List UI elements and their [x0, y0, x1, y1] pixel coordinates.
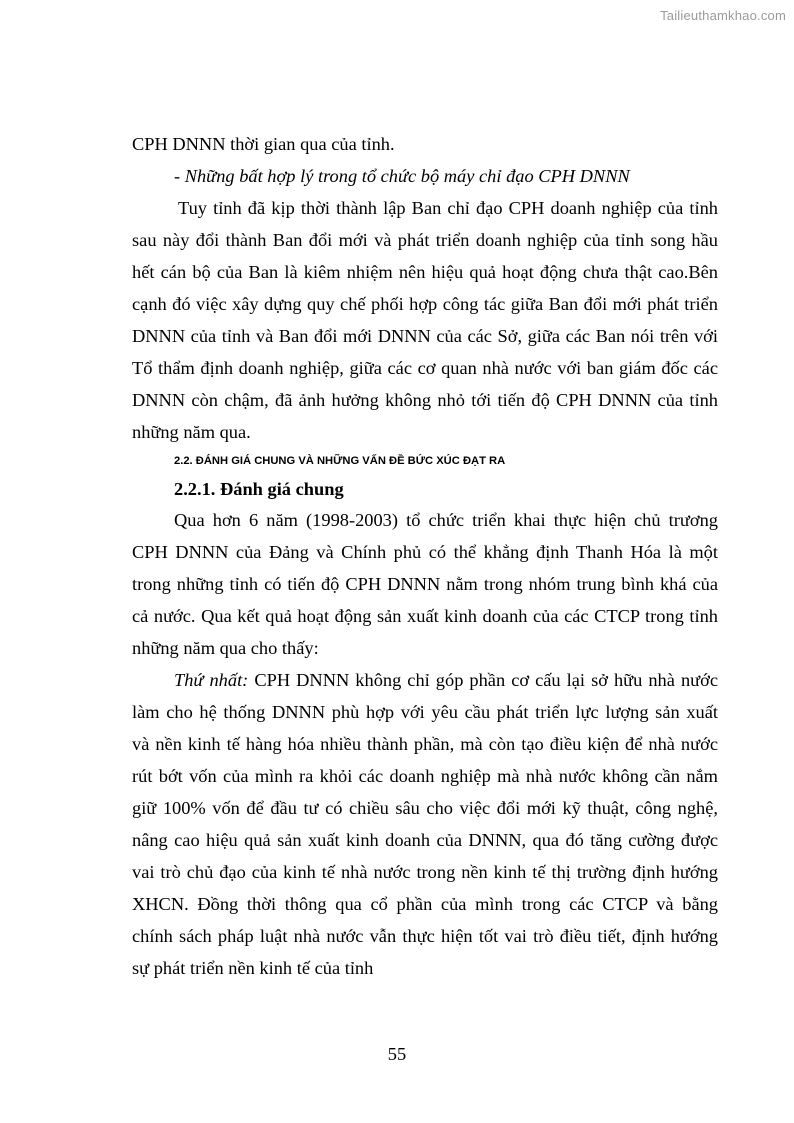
paragraph-line: sự phát triển nền kinh tế của tỉnh: [132, 958, 374, 978]
paragraph-line: XHCN. Đồng thời thông qua cổ phần của mình trong các CTCP và bằng: [132, 894, 718, 914]
paragraph-line: chính sách pháp luật nhà nước vẫn thực hiện tốt vai trò điều tiết, định hướng: [132, 926, 718, 946]
page-body: [132, 128, 718, 984]
watermark-text: Tailieuthamkhao.com: [660, 8, 786, 23]
paragraph-organization: [132, 192, 718, 448]
paragraph-line: và nền kinh tế hàng hóa nhiều thành phần, mà còn tạo điều kiện để nhà nước: [132, 734, 718, 754]
italic-subheading: - Những bất hợp lý trong tổ chức bộ máy chỉ đạo CPH DNNN: [174, 166, 630, 186]
paragraph-first-point: [132, 664, 718, 984]
paragraph-line: cạnh đó việc xây dựng quy chế phối hợp công tác giữa Ban đổi mới phát triển: [132, 294, 718, 314]
italic-lead-in: Thứ nhất:: [174, 670, 249, 690]
paragraph-line: nâng cao hiệu quả sản xuất kinh doanh của DNNN, qua đó tăng cường được: [132, 830, 718, 850]
paragraph-line: vai trò chủ đạo của kinh tế nhà nước trong nền kinh tế thị trường định hướng: [132, 862, 718, 882]
paragraph-line: CPH DNNN của Đảng và Chính phủ có thể khẳng định Thanh Hóa là một: [132, 542, 718, 562]
paragraph-line: CPH DNNN thời gian qua của tỉnh.: [132, 134, 395, 154]
paragraph-line: [132, 664, 718, 696]
paragraph-line: Tuy tỉnh đã kịp thời thành lập Ban chỉ đạo CPH doanh nghiệp của tỉnh: [178, 198, 718, 218]
paragraph-line: rút bớt vốn của mình ra khỏi các doanh nghiệp mà nhà nước không cần nắm: [132, 766, 718, 786]
paragraph-line-text: CPH DNNN không chỉ góp phần cơ cấu lại sở hữu nhà nước: [248, 670, 718, 690]
paragraph-line: làm cho hệ thống DNNN phù hợp với yêu cầu phát triển lực lượng sản xuất: [132, 702, 718, 722]
paragraph-line: DNNN của tỉnh và Ban đổi mới DNNN của các Sở, giữa các Ban nói trên với: [132, 326, 718, 346]
page-number: 55: [387, 1044, 407, 1064]
section-heading: 2.2. ĐÁNH GIÁ CHUNG VÀ NHỮNG VẤN ĐỀ BỨC XÚC ĐẠT RA: [174, 455, 506, 467]
paragraph-line: hết cán bộ của Ban là kiêm nhiệm nên hiệu quả hoạt động chưa thật cao.Bên: [132, 262, 718, 282]
paragraph-line: DNNN còn chậm, đã ảnh hưởng không nhỏ tới tiến độ CPH DNNN của tỉnh: [132, 390, 718, 410]
subsection-heading: 2.2.1. Đánh giá chung: [174, 479, 344, 499]
paragraph-line: cả nước. Qua kết quả hoạt động sản xuất kinh doanh của các CTCP trong tỉnh: [132, 606, 718, 626]
paragraph-line: giữ 100% vốn để đầu tư có chiều sâu cho việc đổi mới kỹ thuật, công nghệ,: [132, 798, 718, 818]
paragraph-line: Qua hơn 6 năm (1998-2003) tổ chức triển khai thực hiện chủ trương: [174, 510, 718, 530]
paragraph-line: Tổ thẩm định doanh nghiệp, giữa các cơ quan nhà nước với ban giám đốc các: [132, 358, 718, 378]
paragraph-line: những năm qua.: [132, 422, 251, 442]
paragraph-line: trong những tỉnh có tiến độ CPH DNNN nằm trong nhóm trung bình khá của: [132, 574, 718, 594]
paragraph-overview: [132, 504, 718, 664]
paragraph-line: sau này đổi thành Ban đổi mới và phát triển doanh nghiệp của tỉnh song hầu: [132, 230, 718, 250]
paragraph-line: những năm qua cho thấy:: [132, 638, 319, 658]
